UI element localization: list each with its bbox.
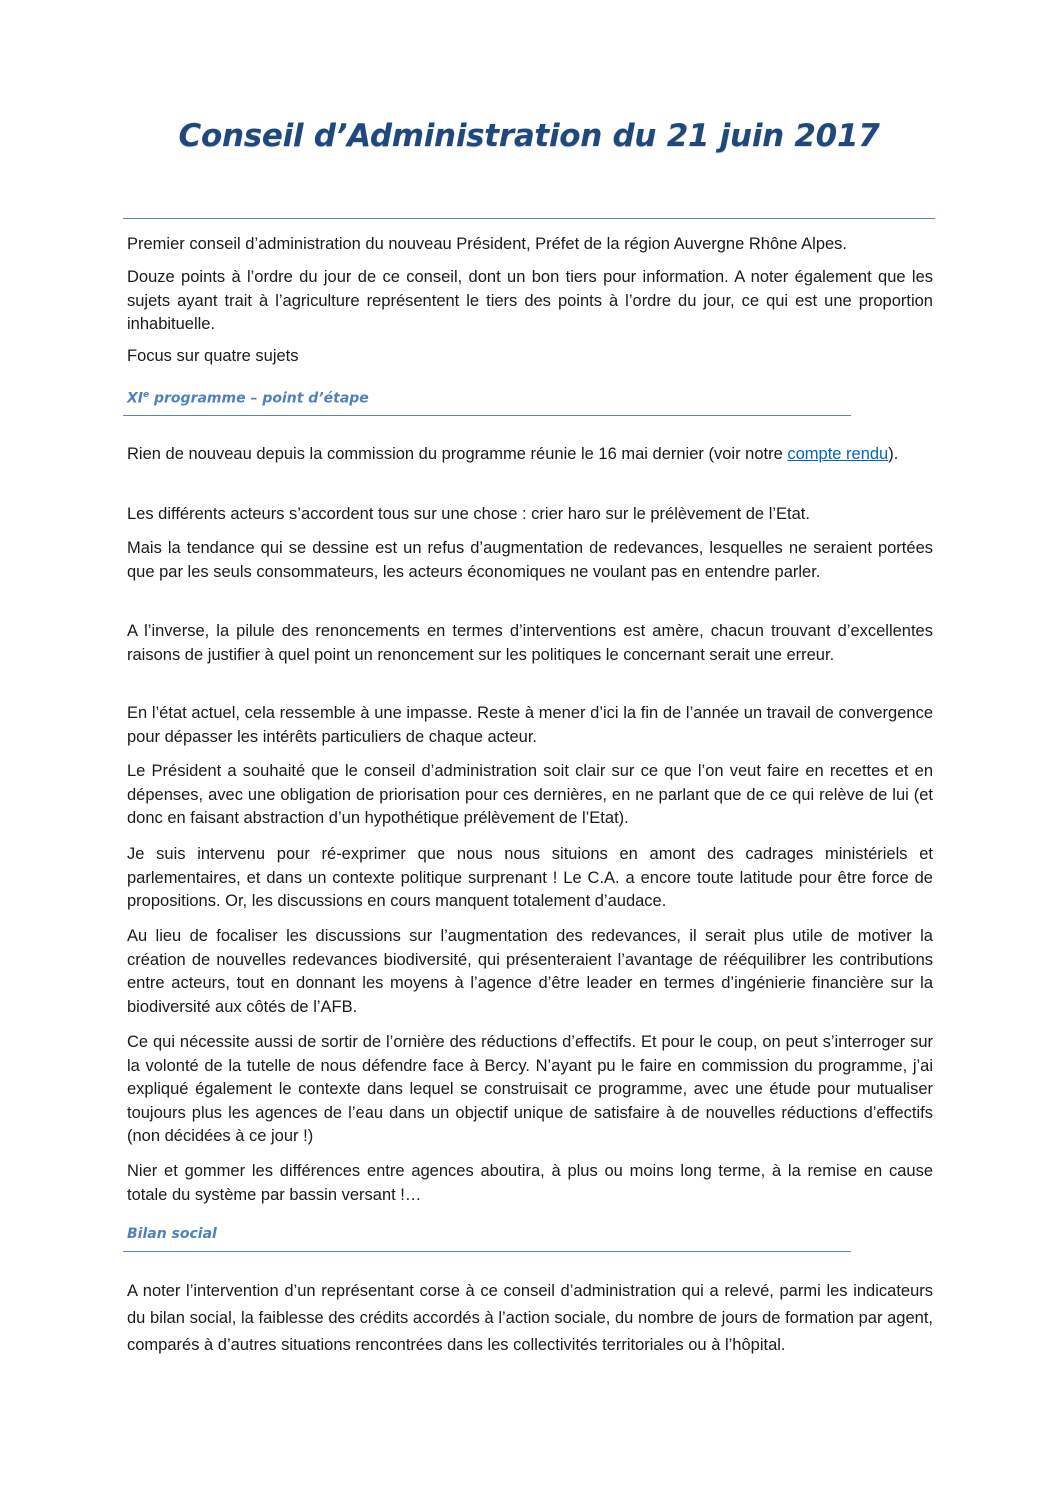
section2-paragraph-1: A noter l’intervention d’un représentant corse à ce conseil d’administration qui a relevé, parmi les indicateurs du bilan social, la faiblesse des crédits accordés à l’action sociale, du nombre de jours de formation par agent, comparés à d’autres situations rencontrées dans les collectivités territoriales ou à l’hôpital. [127,1282,933,1354]
heading-superscript: e [143,390,150,400]
intro-paragraph-2: Douze points à l’ordre du jour de ce conseil, dont un bon tiers pour information. A noter également que les sujets ayant trait à l’agriculture représentent le tiers des points à l’ordre du jour, ce qui est une proportion inhabituelle. [127,268,933,333]
section1-paragraph-10: Nier et gommer les différences entre agences aboutira, à plus ou moins long terme, à la remise en cause totale du système par bassin versant !… [127,1162,933,1204]
section1-paragraph-9: Ce qui nécessite aussi de sortir de l’ornière des réductions d’effectifs. Et pour le coup, on peut s’interroger sur la volonté de la tutelle de nous défendre face à Bercy. N’ayant pu le faire en commission du programme, j’ai expliqué également le contexte dans lequel se construisait ce programme, avec une étude pour mutualiser toujours plus les agences de l’eau dans un objectif unique de satisfaire à de nouvelles réductions d’effectifs (non décidées à ce jour !) [127,1033,933,1145]
heading-prefix: XI [127,390,144,407]
paragraph-text: Rien de nouveau depuis la commission du programme réunie le 16 mai dernier (voir notre [127,445,788,463]
document-title: Conseil d’Administration du 21 juin 2017 [178,118,880,154]
section1-paragraph-2: Les différents acteurs s’accordent tous sur une chose : crier haro sur le prélèvement de l’Etat. [127,505,810,523]
section-divider-programme [123,415,851,416]
section1-paragraph-7: Je suis intervenu pour ré-exprimer que nous nous situions en amont des cadrages ministériels et parlementaires, et dans un contexte politique surprenant ! Le C.A. a encore toute latitude pour être force de propositions. Or, les discussions en cours manquent totalement d’audace. [127,845,933,910]
intro-paragraph-1: Premier conseil d’administration du nouveau Président, Préfet de la région Auvergne Rhône Alpes. [127,235,848,253]
section1-paragraph-3: Mais la tendance qui se dessine est un refus d’augmentation de redevances, lesquelles ne seraient portées que par les seuls consommateurs, les acteurs économiques ne voulant pas en entendre parler. [127,539,933,581]
heading-suffix: programme – point d’étape [149,390,369,407]
section-heading-bilan-social: Bilan social [127,1226,217,1242]
section1-paragraph-4: A l’inverse, la pilule des renoncements en termes d’interventions est amère, chacun trouvant d’excellentes raisons de justifier à quel point un renoncement sur les politiques le concernant serait une erreur. [127,622,933,664]
section1-paragraph-6: Le Président a souhaité que le conseil d’administration soit clair sur ce que l’on veut faire en recettes et en dépenses, avec une obligation de priorisation pour ces dernières, en ne parlant que de ce qui relève de lui (et donc en faisant abstraction d’un hypothétique prélèvement de l’Etat). [127,762,933,827]
title-divider [123,218,935,219]
paragraph-text-end: ). [888,445,899,463]
section1-paragraph-5: En l’état actuel, cela ressemble à une impasse. Reste à mener d’ici la fin de l’année un travail de convergence pour dépasser les intérêts particuliers de chaque acteur. [127,704,933,746]
compte-rendu-link[interactable]: compte rendu [787,445,889,463]
intro-paragraph-3: Focus sur quatre sujets [127,347,299,365]
section-divider-bilan-social [123,1251,851,1252]
section1-paragraph-1 [127,443,933,467]
section-heading-programme [127,390,369,407]
section1-paragraph-8: Au lieu de focaliser les discussions sur l’augmentation des redevances, il serait plus utile de motiver la création de nouvelles redevances biodiversité, qui présenteraient l’avantage de rééquilibrer les contributions entre acteurs, tout en donnant les moyens à l’agence d’être leader en termes d’ingénierie financière sur la biodiversité aux côtés de l’AFB. [127,927,933,1016]
